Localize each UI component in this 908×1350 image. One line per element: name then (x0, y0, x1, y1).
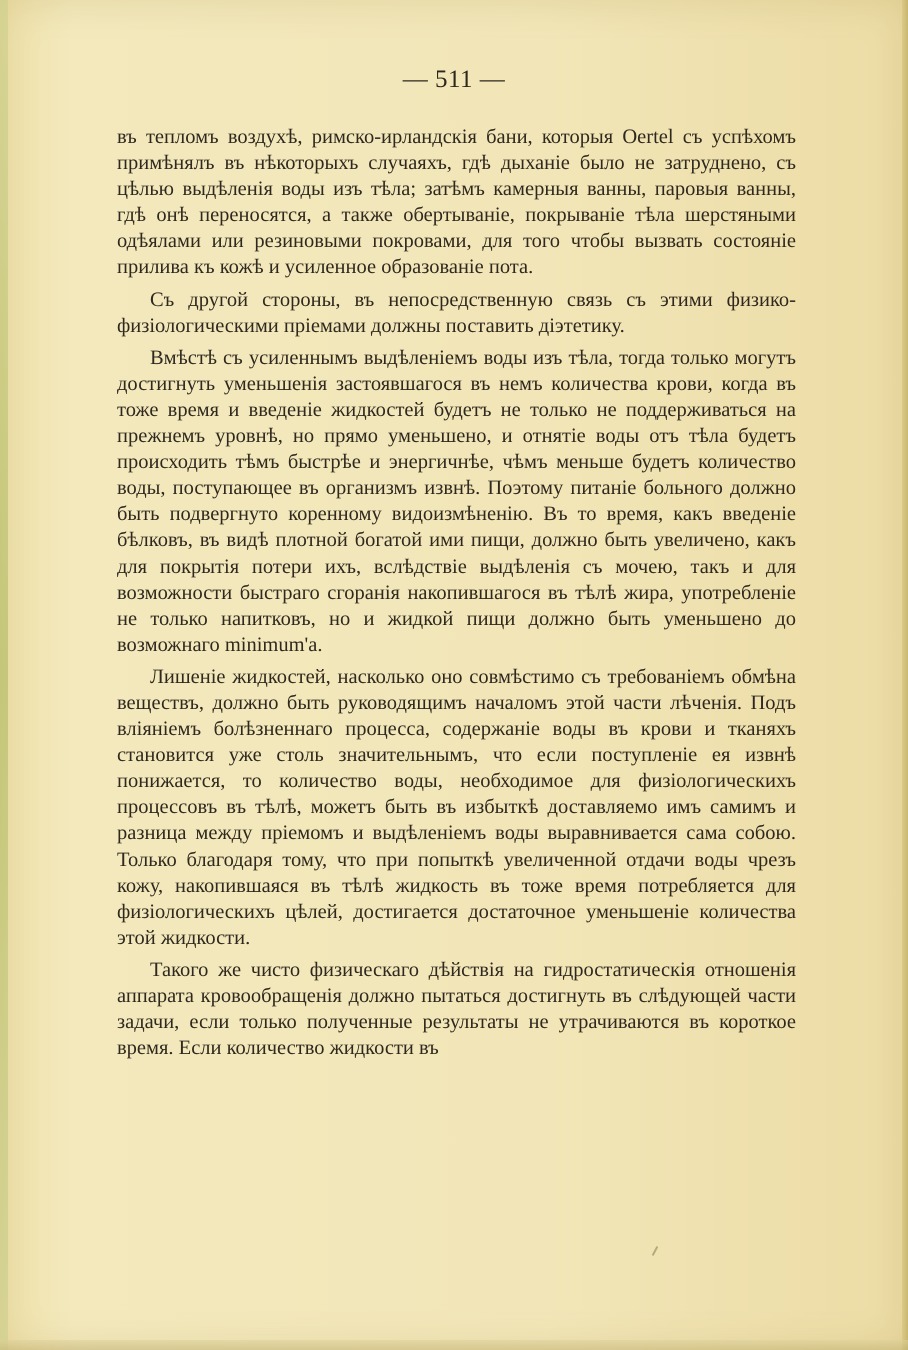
page-text (117, 124, 796, 1067)
paragraph-fluid-restriction: Лишеніе жидкостей, насколько оно совмѣстимо съ требованіемъ обмѣна веществъ, должно быть руководящимъ началомъ этой части лѣченія. Подъ вліяніемъ болѣзненнаго процесса, содержаніе воды въ крови и тканяхъ становится уже столь значительнымъ, что если поступленіе ея извнѣ понижается, то количество воды, необходимое для физіологическихъ процессовъ въ тѣлѣ, можетъ быть въ избыткѣ доставляемо имъ самимъ и разница между пріемомъ и выдѣленіемъ воды выравнивается сама собою. Только благодаря тому, что при попыткѣ увеличенной отдачи воды чрезъ кожу, накопившаяся въ тѣлѣ жидкость въ тоже время потребляется для физіологическихъ цѣлей, достигается достаточное уменьшеніе количества этой жидкости. (117, 665, 796, 949)
page-right-edge (902, 0, 908, 1350)
paragraph-water-removal: Вмѣстѣ съ усиленнымъ выдѣленіемъ воды изъ тѣла, тогда только могутъ достигнуть уменьшенія застоявшагося въ немъ количества крови, когда въ тоже время и введеніе жидкостей будетъ не только не поддерживаться на прежнемъ уровнѣ, но прямо уменьшено, и отнятіе воды отъ тѣла будетъ происходить тѣмъ быстрѣе и энергичнѣе, чѣмъ меньше будетъ количество воды, поступающее въ организмъ извнѣ. Поэтому питаніе больного должно быть подвергнуто коренному видоизмѣненію. Въ то время, какъ введеніе бѣлковъ, въ видѣ плотной богатой ими пищи, должно быть увеличено, какъ для покрытія потери ихъ, вслѣдствіе выдѣленія съ мочею, такъ и для возможности быстраго сгоранія накопившагося въ тѣлѣ жира, употребленіе не только напитковъ, но и жидкой пищи должно быть уменьшено до возможнаго minimum'a. (117, 346, 796, 656)
paragraph-hydrostatic-action: Такого же чисто физическаго дѣйствія на гидростатическія отношенія аппарата кровообращенія должно пытаться достигнуть въ слѣдующей части задачи, если только полученные результаты не утрачиваются въ короткое время. Если количество жидкости въ (117, 958, 796, 1060)
paper-mark (652, 1246, 658, 1256)
page-left-edge (0, 0, 8, 1350)
paragraph-dietetics: Съ другой стороны, въ непосредственную связь съ этими физико-физіологическими пріемами должны поставить діэтетику. (117, 288, 796, 337)
page-bottom-edge (0, 1340, 908, 1350)
paragraph-continued: въ тепломъ воздухѣ, римско-ирландскія бани, которыя Oertel съ успѣхомъ примѣнялъ въ нѣкоторыхъ случаяхъ, гдѣ дыханіе было не затруднено, съ цѣлью выдѣленія воды изъ тѣла; затѣмъ камерныя ванны, паровыя ванны, гдѣ онѣ переносятся, а также обертываніе, покрываніе тѣла шерстяными одѣялами или резиновыми покровами, для того чтобы вызвать состояніе прилива къ кожѣ и усиленное образованіе пота. (117, 126, 796, 279)
page-number: — 511 — (402, 66, 506, 93)
